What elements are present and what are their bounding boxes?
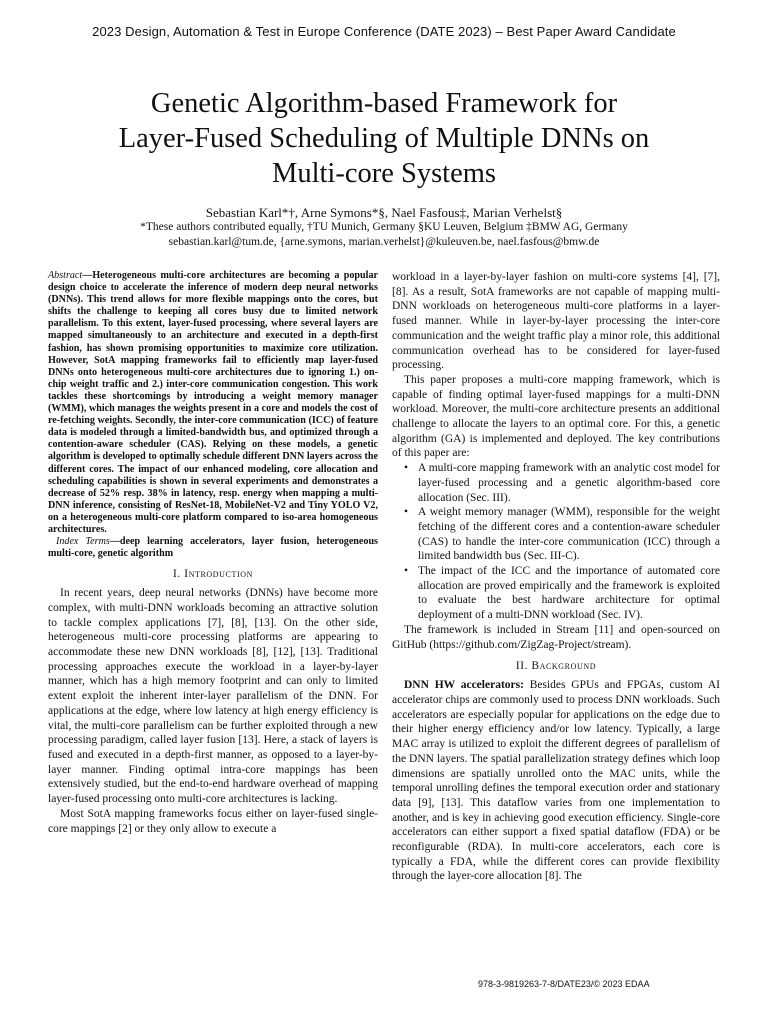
background-lead: DNN HW accelerators: — [404, 679, 524, 692]
bullet-icon: • — [404, 462, 409, 475]
author-list: Sebastian Karl*†, Arne Symons*§, Nael Fasfous‡, Marian Verhelst§ — [205, 205, 563, 220]
intro-paragraph-1: In recent years, deep neural networks (DNNs) have become more complex, with multi-DNN workloads becoming an attractive solution to tackle complex applications [7], [8], [13]. On the other side, heterogeneous multi-core processing platforms are appearing to accommodate these new DNN workloads [8], [12], [13]. Traditional processing approaches execute the workload in a layer-by-layer manner, which has a high memory footprint and can only to limited extent exploit the inherent inter-layer parallelism of the DNN. For applications at the edge, where low latency at high energy efficiency is vital, the multi-core parallelism can be further exploited through a new processing paradigm, called layer fusion [13]. Here, a stack of layers is fused and executed in a depth-first manner, as opposed to a layer-by-layer manner. Finding optimal intra-core mappings has been extensively studied, but the end-to-end hardware overhead of mapping layer-fused processing onto multi-core architectures is lacking. — [48, 587, 378, 806]
index-terms-label: Index Terms — [56, 536, 110, 548]
section-heading-introduction: I. Introduction — [173, 568, 253, 581]
index-terms — [48, 536, 378, 560]
title-line-3: Multi-core Systems — [271, 158, 497, 189]
bullet-icon: • — [404, 506, 409, 519]
abstract-text: —Heterogeneous multi-core architectures are becoming a popular design choice to accelerate the inference of modern deep neural networks (DNNs). This trend allows for more flexible mappings onto the cores, but shifts the challenge to keeping all cores busy due to limited network parallelism. To this extent, layer-fused processing, where several layers are mapped simultaneously to an architecture and executed in a depth-first fashion, has shown promising opportunities to maximize core utilization. However, SotA mapping frameworks fail to efficiently map layer-fused DNNs onto heterogeneous multi-core architectures due to ignoring 1.) on-chip weight traffic and 2.) inter-core communication congestion. This work tackles these shortcomings by introducing a weight memory manager (WMM), which manages the weights present in a core and models the cost of re-fetching weights. Secondly, the inter-core communication (ICC) of feature data is modeled through a limited-bandwidth bus, and optimized through a contention-aware scheduler (CAS). Relying on these models, a genetic algorithm is developed to optimally schedule different DNN layers across the different cores. The impact of our enhanced modeling, core allocation and scheduling capabilities is shown in several experiments and demonstrates a decrease of 52% resp. 38% in latency, resp. energy when mapping a multi-DNN inference, consisting of ResNet-18, MobileNet-V2 and Tiny YOLO V2, on a heterogeneous multi-core platform compared to iso-area homogeneous architectures. — [48, 270, 378, 535]
left-column — [48, 270, 378, 836]
copyright-footer: 978-3-9819263-7-8/DATE23/© 2023 EDAA — [478, 979, 650, 989]
contribution-text: A weight memory manager (WMM), responsible for the weight fetching of the different cores and a contention-aware scheduler (CAS) to handle the inter-core communication (ICC) through a limited bandwidth bus (Sec. III-C). — [418, 506, 720, 563]
conference-banner: 2023 Design, Automation & Test in Europe Conference (DATE 2023) – Best Paper Award Candidate — [92, 24, 676, 39]
affiliation-line: *These authors contributed equally, †TU Munich, Germany §KU Leuven, Belgium ‡BMW AG, Germany — [140, 221, 628, 233]
intro-paragraph-2-continued: workload in a layer-by-layer fashion on multi-core systems [4], [7], [8]. As a result, SotA frameworks are not capable of mapping multi-DNN workloads on heterogeneous multi-core platforms in a layer-fused manner. While in layer-by-layer processing the inter-core communication and the weight traffic play a minor role, this additional communication overhead has to be considered for layer-fused processing. — [392, 271, 720, 372]
intro-paragraph-2: Most SotA mapping frameworks focus either on layer-fused single-core mappings [2] or they only allow to execute a — [48, 807, 378, 835]
abstract — [48, 270, 378, 536]
paper-title — [40, 86, 728, 191]
contribution-text: A multi-core mapping framework with an analytic cost model for layer-fused processing and a genetic algorithm-based core allocation (Sec. III). — [418, 462, 720, 504]
abstract-label: Abstract — [48, 270, 83, 281]
affiliations — [0, 220, 768, 250]
section-heading-background: II. Background — [515, 660, 597, 673]
list-item — [404, 461, 720, 505]
email-line: sebastian.karl@tum.de, {arne.symons, marian.verhelst}@kuleuven.be, nael.fasfous@bmw.de — [168, 236, 600, 248]
bullet-icon: • — [404, 565, 409, 578]
list-item — [404, 505, 720, 564]
background-text: Besides GPUs and FPGAs, custom AI accelerator chips are commonly used to process DNN workloads. Such accelerators are especially popular for applications on the edge due to their higher energy efficiency and/or low latency. Typically, a large MAC array is utilized to exploit the different degrees of parallelism of the DNN layers. The spatial parallelization strategy defines which loop dimensions are spatially unrolled onto the MAC units, while the temporal unrolling defines the temporal execution order and stationary data [9], [13]. This dataflow varies from one implementation to another, and is key in achieving good execution efficiency. Single-core accelerators can either support a fixed spatial dataflow (FDA) or be reconfigurable (RDA). In multi-core accelerators, each core is typically a FDA, while the different cores can provide flexibility through the layer-core allocation [8]. The — [392, 679, 720, 883]
intro-paragraph-3: This paper proposes a multi-core mapping framework, which is capable of finding optimal layer-fused mappings for a multi-DNN workload. Moreover, the multi-core architecture presents an additional challenge to allocate the layers to an optimal core. For this, a genetic algorithm (GA) is implemented and deployed. The key contributions of this paper are: — [392, 373, 720, 460]
right-column — [392, 270, 720, 884]
background-paragraph — [392, 678, 720, 884]
title-line-1: Genetic Algorithm-based Framework for — [150, 88, 618, 119]
index-terms-text: —deep learning accelerators, layer fusion, heterogeneous multi-core, genetic algorithm — [48, 536, 378, 560]
list-item — [404, 564, 720, 623]
intro-paragraph-4: The framework is included in Stream [11] and open-sourced on GitHub (https://github.com/ZigZag-Project/stream). — [392, 623, 720, 651]
contributions-list — [392, 461, 720, 623]
contribution-text: The impact of the ICC and the importance of automated core allocation are proved empirically and the framework is exploited to evaluate the best hardware architecture for optimal deployment of a multi-DNN workload (Sec. IV). — [418, 565, 720, 622]
title-line-2: Layer-Fused Scheduling of Multiple DNNs on — [118, 123, 650, 154]
